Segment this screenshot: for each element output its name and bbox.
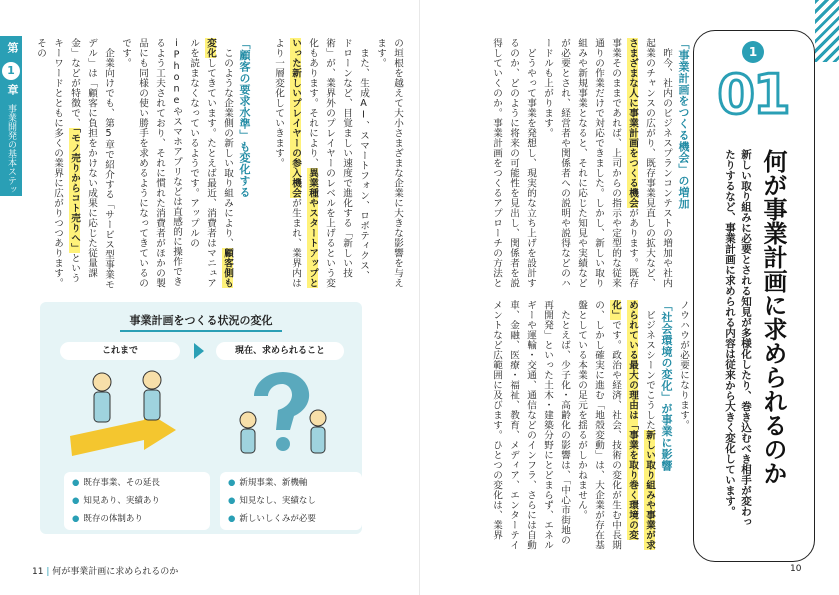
bullet-icon: ●	[228, 514, 236, 524]
paragraph: が生まれ、業界内はより一層変化していきます。	[273, 38, 301, 288]
section-lead: 新しい取り組みに必要とされる知見が多様化したり、巻き込むべき相手が変わったりするなど、事業計画に求められる内容は従来から大きく変化しています。	[724, 149, 752, 527]
left-body-text	[36, 38, 406, 290]
bullet-icon: ●	[72, 514, 80, 524]
highlight-text: 「モノ売りからコト売りへ」	[69, 128, 80, 254]
after-list	[220, 472, 362, 530]
paragraph: の垣根を越えて大小さまざまな企業に大きな影響を与えます。	[375, 38, 403, 288]
decorative-stripes	[815, 0, 839, 62]
chapter-number-badge: 1	[2, 62, 20, 80]
paragraph: してきています。たとえば最近、消費者はマニュアルを読まなくなっているようです。アップルのiPhoneやスマホアプリなどは直感的に操作できるよう工夫されており、それに慣れた消費者がほかの製品にも同様の使い勝手を求めるようになってきているのです。	[120, 38, 216, 288]
paragraph: このような企業側の新しい取り組みにより、	[222, 48, 233, 248]
highlight-text: 新しい取り組みや事業が求められている最大の理由は「事業を取り巻く環境の変化」	[610, 300, 655, 550]
paragraph: また、生成AI、スマートフォン、ロボティクス、ドローンなど、目覚ましい速度で進化する「新しい技術」が、業界外のプレイヤーのレベルを上げるという変化もあります。それにより、	[307, 38, 369, 288]
chapter-tab[interactable]	[0, 36, 22, 196]
bullet-icon: ●	[228, 496, 236, 506]
section-heading: 「事業計画をつくる機会」の増加	[677, 38, 690, 209]
figure-title: 事業計画をつくる状況の変化	[129, 314, 273, 327]
list-item: ● 既存の体制あり	[72, 514, 143, 524]
section-title: 何が事業計画に求められるのか	[759, 149, 787, 485]
section-number: 01	[717, 63, 789, 126]
chapter-tab-suffix: 章	[6, 84, 19, 95]
bullet-icon: ●	[228, 478, 236, 488]
left-footer	[32, 564, 178, 577]
after-label: 現在、求められること	[216, 342, 344, 360]
arrow-icon	[194, 343, 204, 359]
list-item: ● 知見あり、実績あり	[72, 496, 160, 506]
paragraph: があります。既存事業そのままであれば、上司からの指示や定型的な従来通りの作業だけで対応できました。しかし、新しい取り組みや新規事業となると、それに応じた知見や実績などが必要とされ、経営者や関係者への説明や説得などのハードルも上がります。	[542, 38, 638, 288]
people-path-illustration	[60, 364, 200, 462]
paragraph: どうやって事業を発想し、現実的な立ち上げを設計するのか、どのように将来の可能性を見出し、関係者を説得していくのか。事業計画をつくるアプローチの方法と	[491, 38, 536, 288]
before-label: これまで	[60, 342, 180, 360]
chapter-title: 事業開発の基本ステッ	[6, 104, 16, 194]
situation-change-figure	[40, 302, 362, 534]
list-item: ● 知見なし、実績なし	[228, 496, 316, 506]
chapter-tab-label: 第	[6, 42, 19, 53]
list-item: ● 既存事業、その延長	[72, 478, 160, 488]
highlight-text: さまざまな人に事業計画をつくる機会	[627, 38, 638, 208]
paragraph: 昨今、社内のビジネスプランコンテストの増加や社内起業のチャンスの広がり、既存事業見直しの拡大など、	[644, 38, 672, 288]
bullet-icon: ●	[72, 496, 80, 506]
section-heading: 「社会環境の変化」が事業に影響	[660, 300, 673, 471]
paragraph: ビジネスシーンでこうした	[644, 310, 655, 430]
right-body-text-lower	[464, 300, 692, 550]
paragraph: 企業向けでも、第5章で紹介する「サービス型事業モデル」は「顧客に負担をかけない成果に応じた従量課金」などが特徴で、	[69, 38, 114, 290]
page-number-left: 11	[32, 567, 44, 577]
list-item: ● 新規事業、新機軸	[228, 478, 308, 488]
section-heading: 「顧客の要求水準」も変化する	[238, 38, 251, 198]
bullet-icon: ●	[72, 478, 80, 488]
paragraph: たとえば、少子化・高齢化の影響は、「中心市街地の再開発」といった土木・建築分野にとどまらず、エネルギーや運輸・交通、通信などのインフラ、さらには自動車、金融、医療・福祉、教育、メディア、エンターテイメントなど広範囲に及びます。ひとつの変化は、業界	[491, 300, 570, 550]
right-body-text-upper	[430, 38, 692, 290]
page-number-right: 10	[790, 564, 802, 574]
footer-separator: |	[46, 567, 53, 577]
section-badge: 1	[742, 41, 764, 63]
figure-title-underline	[120, 330, 282, 332]
paragraph: ノウハウが必要になります。	[678, 300, 689, 430]
before-list	[64, 472, 210, 530]
list-item: ● 新しいしくみが必要	[228, 514, 316, 524]
paragraph: です。政治や経済、社会、技術の変化が生む中長期の、しかし確実に進む「地殻変動」は、大企業が存在基盤としている本業の足元を揺るがしかねません。	[576, 300, 621, 550]
highlight-text: 異業種やスタートアップといった新しいプレイヤーの参入機会	[290, 38, 318, 288]
highlight-text: 顧客側も変化	[205, 38, 233, 288]
paragraph: というキーワードとともに多くの業界に広がりつつあります。その	[35, 38, 80, 288]
running-title: 何が事業計画に求められるのか	[52, 567, 179, 577]
question-mark-illustration	[228, 362, 338, 462]
section-title-box	[693, 30, 815, 562]
